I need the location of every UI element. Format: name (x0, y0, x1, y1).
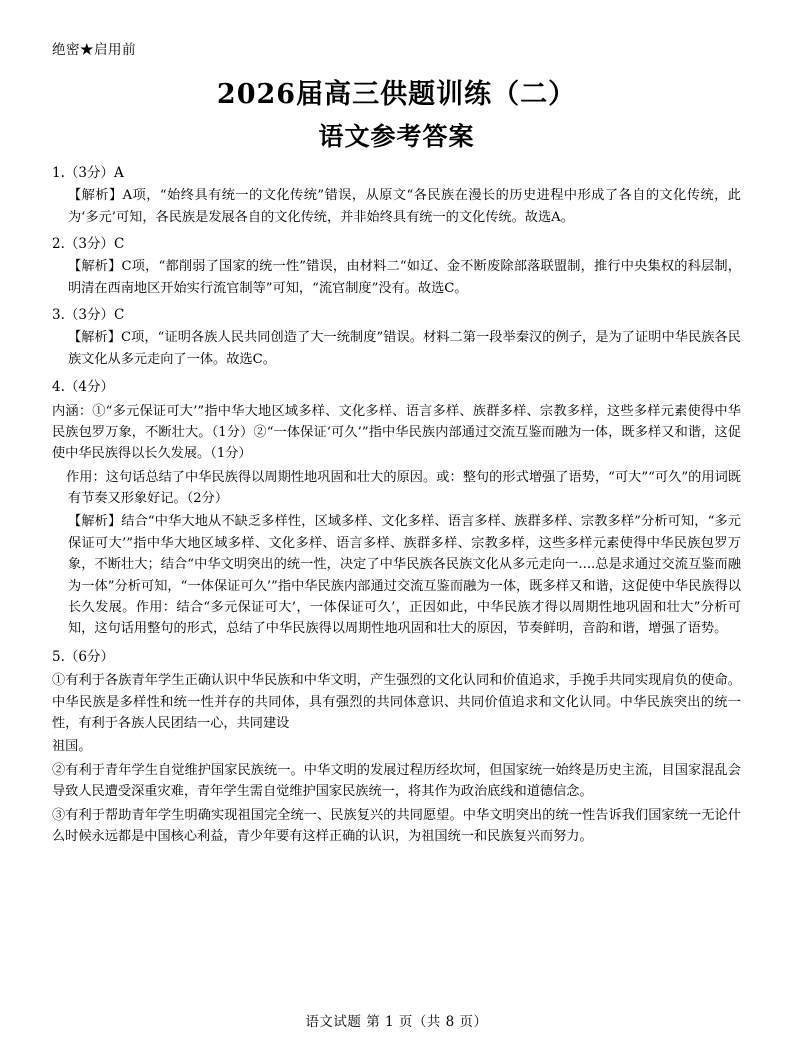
question-4-number: 4.（4分） (52, 379, 114, 395)
question-4-content-connotation: 内涵：①“多元保证可大’”指中华大地区域多样、文化多样、语言多样、族群多样、宗教多样，这些多样元素使得中华民族包罗万象，不断壮大。（1分）②“一体保证‘可久’”指中华民族内部通过交流互鉴而融为一体，既多样又和谐，这促使中华民族得以长久发展。（1分） (52, 403, 741, 462)
question-2-analysis: 【解析】C项，“都削弱了国家的统一性”错误，由材料二“如辽、金不断废除部落联盟制，推行中央集权的科层制，明清在西南地区开始实行流官制等”可知，“流官制度”没有。故选C。 (68, 259, 741, 296)
page-title: 2026届高三供题训练（二） (216, 79, 577, 110)
question-5-point-2: ②有利于青年学生自觉维护国家民族统一。中华文明的发展过程历经坎坷，但国家统一始终是历史主流，目国家混乱会导致人民遭受深重灾难，青年学生需自觉维护国家民族统一，将其作为政治底线和道德信念。 (52, 762, 741, 800)
question-1-number: 1.（3分）A (52, 165, 124, 181)
question-2-number: 2.（3分）C (52, 236, 125, 252)
page-footer: 语文试题 第 1 页（共 8 页） (305, 1014, 488, 1030)
question-1-analysis: 【解析】A项，“始终具有统一的文化传统”错误，从原文“各民族在漫长的历史进程中形成了各自的文化传统，此为‘多元’可知，各民族是发展各自的文化传统，并非始终具有统一的文化传统。故选A。 (68, 188, 741, 225)
question-4-content-function: 作用：这句话总结了中华民族得以周期性地巩固和壮大的原因。或：整句的形式增强了语势，“可大”“可久”的用词既有节奏又形象好记。（2分） (66, 469, 741, 507)
secret-notice: 绝密★启用前 (52, 42, 136, 58)
question-5-point-1-cont: 祖国。 (52, 739, 92, 755)
question-3-number: 3.（3分）C (52, 307, 125, 323)
question-5-point-1: ①有利于各族青年学生正确认识中华民族和中华文明，产生强烈的文化认同和价值追求，手挽手共同实现肩负的使命。中华民族是多样性和统一性并存的共同体，具有强烈的共同体意识、共同价值追求和文化认同。中华民族突出的统一性，有利于各族人民团结一心，共同建设 (52, 673, 741, 732)
question-4-analysis: 【解析】结合“中华大地从不缺乏多样性，区域多样、文化多样、语言多样、族群多样、宗教多样”分析可知，“多元保证可大’”指中华大地区域多样、文化多样、语言多样、族群多样、宗教多样，这些多样元素使得中华民族包罗万象，不断壮大；结合“中华文明突出的统一性，决定了中华民族各民族文化从多元走向一....总是求通过交流互鉴而融为一体”分析可知，“一体保证可久’”指中华民族内部通过交流互鉴而融为一体，既多样又和谐，这促使中华民族得以长久发展。作用：结合“多元保证可大’，一体保证可久’，正因如此，中华民族才得以周期性地巩固和壮大”分析可知，这句话用整句的形式，总结了中华民族得以周期性地巩固和壮大的原因，节奏鲜明，音韵和谐，增强了语势。 (68, 514, 741, 637)
question-5-point-3: ③有利于帮助青年学生明确实现祖国完全统一、民族复兴的共同愿望。中华文明突出的统一性告诉我们国家统一无论什么时候永远都是中国核心利益，青少年要有这样正确的认识，为祖国统一和民族复兴而努力。 (52, 807, 741, 844)
page-subtitle: 语文参考答案 (318, 122, 475, 151)
question-3-analysis: 【解析】C项，“证明各族人民共同创造了大一统制度”错误。材料二第一段举秦汉的例子，是为了证明中华民族各民族文化从多元走向了一体。故选C。 (68, 330, 741, 367)
question-5-number: 5.（6分） (52, 648, 114, 665)
